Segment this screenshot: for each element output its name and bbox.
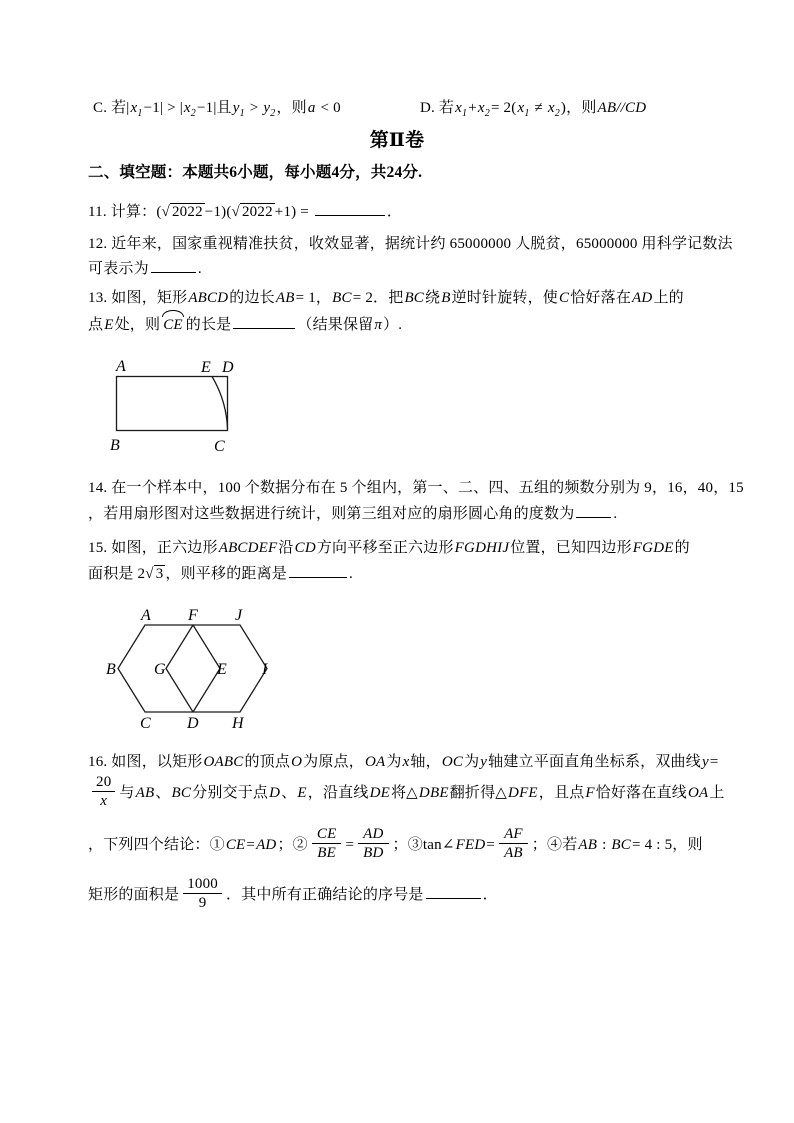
math-var: F <box>585 784 595 801</box>
figure-15-hexagons <box>100 600 285 734</box>
question-16-line-3 <box>88 828 703 870</box>
math-var: AF <box>504 826 523 842</box>
text-run: = <box>486 836 496 853</box>
math-var: FED <box>455 836 486 853</box>
math-var: OA <box>687 784 709 801</box>
text-run: 12. 近年来，国家重视精准扶贫，收效显著，据统计约 65000000 人脱贫，65000000 用科学记数法 <box>88 236 733 252</box>
text-run: ，则平移的距离是 <box>165 566 288 582</box>
text-run: ． <box>386 204 403 220</box>
text-run: > <box>245 100 263 116</box>
section-title: 第Ⅱ卷 <box>369 130 425 151</box>
arc-EC <box>212 377 228 429</box>
math-var: BC <box>332 290 352 306</box>
math-var-sub: $x_1$ <box>517 100 530 119</box>
fig15-label-H: H <box>232 715 244 732</box>
math-var: y <box>701 754 709 770</box>
math-var: π <box>374 317 383 333</box>
answer-blank <box>289 563 347 578</box>
question-16-line-2 <box>88 776 725 818</box>
text-run: ，则 <box>276 100 307 116</box>
figure-13-rectangle <box>100 353 250 467</box>
math-var: O <box>291 754 303 770</box>
math-var: BC <box>611 836 631 853</box>
math-var-sub: $x_2$ <box>183 100 196 119</box>
math-var: BD <box>363 845 384 861</box>
math-var: B <box>441 290 451 306</box>
text-run: 16. 如图，以矩形 <box>88 754 203 770</box>
fig13-label-C: C <box>214 438 225 455</box>
question-14-line-1 <box>88 478 744 499</box>
text-run: = <box>345 836 355 853</box>
text-run: = <box>246 836 256 853</box>
text-run: 11. 计算： <box>88 204 157 220</box>
text-run: = 2．把 <box>352 290 404 306</box>
answer-blank <box>315 201 385 216</box>
text-run: 绕 <box>425 290 441 306</box>
text-run: 面积是 2 <box>88 566 146 582</box>
math-var: BC <box>404 290 425 306</box>
text-run: 15. 如图，正六边形 <box>88 540 218 556</box>
text-run: 上的 <box>653 290 684 306</box>
text-run: ；④若 <box>531 836 578 853</box>
text-run: 的长是 <box>185 317 232 333</box>
text-run: )，则 <box>560 100 597 116</box>
text-run: : <box>598 836 611 853</box>
text-run: C. 若| <box>93 100 130 116</box>
fillin-instruction: 二、填空题：本题共6小题，每小题4分，共24分. <box>88 164 423 181</box>
text-run: 位置，已知四边形 <box>510 540 632 556</box>
text-run: + <box>468 100 477 116</box>
math-var: DBE <box>418 784 449 801</box>
math-var: a <box>307 100 316 116</box>
text-run: = 2( <box>490 100 517 116</box>
option-c <box>93 98 341 119</box>
math-var-sub: $y_2$ <box>263 100 276 119</box>
fig15-label-J: J <box>235 607 243 624</box>
text-run: 1000 <box>187 876 219 892</box>
question-13-line-2 <box>88 314 402 336</box>
math-var: x <box>100 793 108 809</box>
text-run: < 0 <box>316 100 341 116</box>
sqrt-expression: √ 2022 <box>231 204 273 220</box>
text-run: 恰好落在 <box>570 290 632 306</box>
answer-blank <box>233 314 295 329</box>
text-run: 点 <box>88 317 104 333</box>
math-var: AD <box>632 290 653 306</box>
math-var: AB//CD <box>597 100 647 116</box>
fig15-label-C: C <box>140 715 151 732</box>
text-run: （结果保留 <box>297 317 374 333</box>
fig15-label-D: D <box>187 715 199 732</box>
math-var: ABCDEF <box>218 540 278 556</box>
text-run: 逆时针旋转，使 <box>451 290 558 306</box>
fig15-label-F: F <box>188 607 198 624</box>
sqrt-expression: √ 2022 <box>161 204 203 220</box>
question-13-line-1 <box>88 288 684 309</box>
fig15-label-A: A <box>141 607 151 624</box>
math-var: x <box>402 754 410 770</box>
text-run: . <box>613 506 618 522</box>
math-var-sub: $x_1$ <box>455 100 468 119</box>
math-var: OC <box>441 754 464 770</box>
text-run: 9 <box>198 895 207 911</box>
math-var: AB <box>275 290 295 306</box>
fig13-label-D: D <box>222 359 234 376</box>
rectangle-ABCD <box>117 377 228 431</box>
text-run: −1)( <box>204 204 232 220</box>
text-run: 沿 <box>278 540 294 556</box>
math-var: CD <box>294 540 316 556</box>
option-d <box>420 98 647 119</box>
answer-blank <box>426 884 481 899</box>
math-var: AD <box>363 826 384 842</box>
fraction <box>92 774 115 809</box>
arc-notation: CE <box>162 315 184 336</box>
text-run: 翻折得△ <box>449 784 508 801</box>
text-run: 的顶点 <box>244 754 291 770</box>
fig15-label-E: E <box>217 661 227 678</box>
question-11-line-1 <box>88 201 402 223</box>
sqrt-expression: √ 3 <box>145 566 164 582</box>
text-run: ，且点 <box>538 784 585 801</box>
text-run: 为 <box>386 754 402 770</box>
text-run: 分别交于点 <box>192 784 269 801</box>
text-run: −1|且 <box>196 100 232 116</box>
fraction <box>312 826 342 861</box>
text-run: 13. 如图，矩形 <box>88 290 188 306</box>
question-12-line-1 <box>88 234 733 255</box>
fig13-label-E: E <box>201 359 211 376</box>
fraction <box>358 826 388 861</box>
fig13-label-A: A <box>116 358 126 375</box>
text-run: 可表示为 <box>88 261 149 277</box>
math-var: DFE <box>508 784 538 801</box>
fraction <box>499 826 528 861</box>
math-var: OABC <box>203 754 244 770</box>
fraction <box>183 876 222 911</box>
math-var: DE <box>369 784 390 801</box>
math-var: E <box>297 784 307 801</box>
text-run: 的边长 <box>229 290 275 306</box>
math-var: y <box>480 754 488 770</box>
text-run: ；② <box>277 836 308 853</box>
text-run: 矩形的面积是 <box>88 886 180 903</box>
text-run: 上 <box>709 784 725 801</box>
text-run: 轴建立平面直角坐标系，双曲线 <box>488 754 701 770</box>
question-16-line-4 <box>88 878 498 920</box>
question-16-line-1 <box>88 752 718 773</box>
text-run: 为原点， <box>303 754 364 770</box>
math-var: AB <box>578 836 598 853</box>
text-run: . <box>349 566 353 582</box>
text-run: 为 <box>464 754 480 770</box>
text-run: +1) = <box>274 204 313 220</box>
math-var: FGDE <box>632 540 674 556</box>
text-run: ，下列四个结论：① <box>88 836 225 853</box>
math-var: FGDHIJ <box>454 540 510 556</box>
hexagon-ABCDEF <box>118 625 220 712</box>
text-run: −1| > | <box>143 100 183 116</box>
text-run: 、 <box>281 784 297 801</box>
math-var: ABCD <box>188 290 229 306</box>
text-run: 14. 在一个样本中，100 个数据分布在 5 个组内，第一、二、四、五组的频数分别为 9，16，40，15 <box>88 480 744 496</box>
text-run: ．其中所有正确结论的序号是 <box>226 886 424 903</box>
question-12-line-2 <box>88 258 202 280</box>
text-run: = 4 : 5，则 <box>632 836 703 853</box>
math-var: AD <box>256 836 277 853</box>
text-run: ，沿直线 <box>307 784 369 801</box>
math-var-sub: $x_2$ <box>477 100 490 119</box>
question-14-line-2 <box>88 503 617 525</box>
text-run: = 1， <box>295 290 332 306</box>
math-var: AB <box>504 845 523 861</box>
text-run: ；③tan∠ <box>392 836 455 853</box>
math-var-sub: $x_2$ <box>547 100 560 119</box>
text-run: 的 <box>674 540 690 556</box>
text-run: ）. <box>383 317 403 333</box>
text-run: ( <box>156 204 162 220</box>
text-run: 与 <box>119 784 135 801</box>
question-15-line-1 <box>88 538 690 559</box>
text-run: . <box>197 261 202 277</box>
math-var: AB <box>135 784 155 801</box>
fig15-label-G: G <box>154 661 166 678</box>
text-run: ． <box>482 886 498 903</box>
question-15-line-2 <box>88 563 353 585</box>
text-run: = <box>709 754 719 770</box>
fig15-label-B: B <box>106 661 116 678</box>
text-run: 方向平移至正六边形 <box>316 540 454 556</box>
text-run: 恰好落在直线 <box>595 784 687 801</box>
fig15-label-I: I <box>262 661 268 678</box>
math-var: E <box>104 317 114 333</box>
math-var-sub: $x_1$ <box>130 100 143 119</box>
text-run: ，若用扇形图对这些数据进行统计，则第三组对应的扇形圆心角的度数为 <box>88 506 575 522</box>
math-var: C <box>559 290 570 306</box>
math-var: D <box>269 784 281 801</box>
answer-blank <box>576 503 611 518</box>
text-run: 、 <box>155 784 171 801</box>
text-run: 处，则 <box>114 317 161 333</box>
text-run: D. 若 <box>420 100 455 116</box>
math-var: CE <box>316 826 337 842</box>
math-var: BC <box>171 784 192 801</box>
fig13-label-B: B <box>110 437 120 454</box>
math-var: CE <box>225 836 246 853</box>
answer-blank <box>151 258 196 273</box>
math-var: OA <box>364 754 386 770</box>
text-run: 轴， <box>410 754 441 770</box>
text-run: 将△ <box>390 784 418 801</box>
text-run: ≠ <box>530 100 547 116</box>
math-var: BE <box>317 845 337 861</box>
math-var-sub: $y_1$ <box>232 100 245 119</box>
text-run: 20 <box>96 774 112 790</box>
